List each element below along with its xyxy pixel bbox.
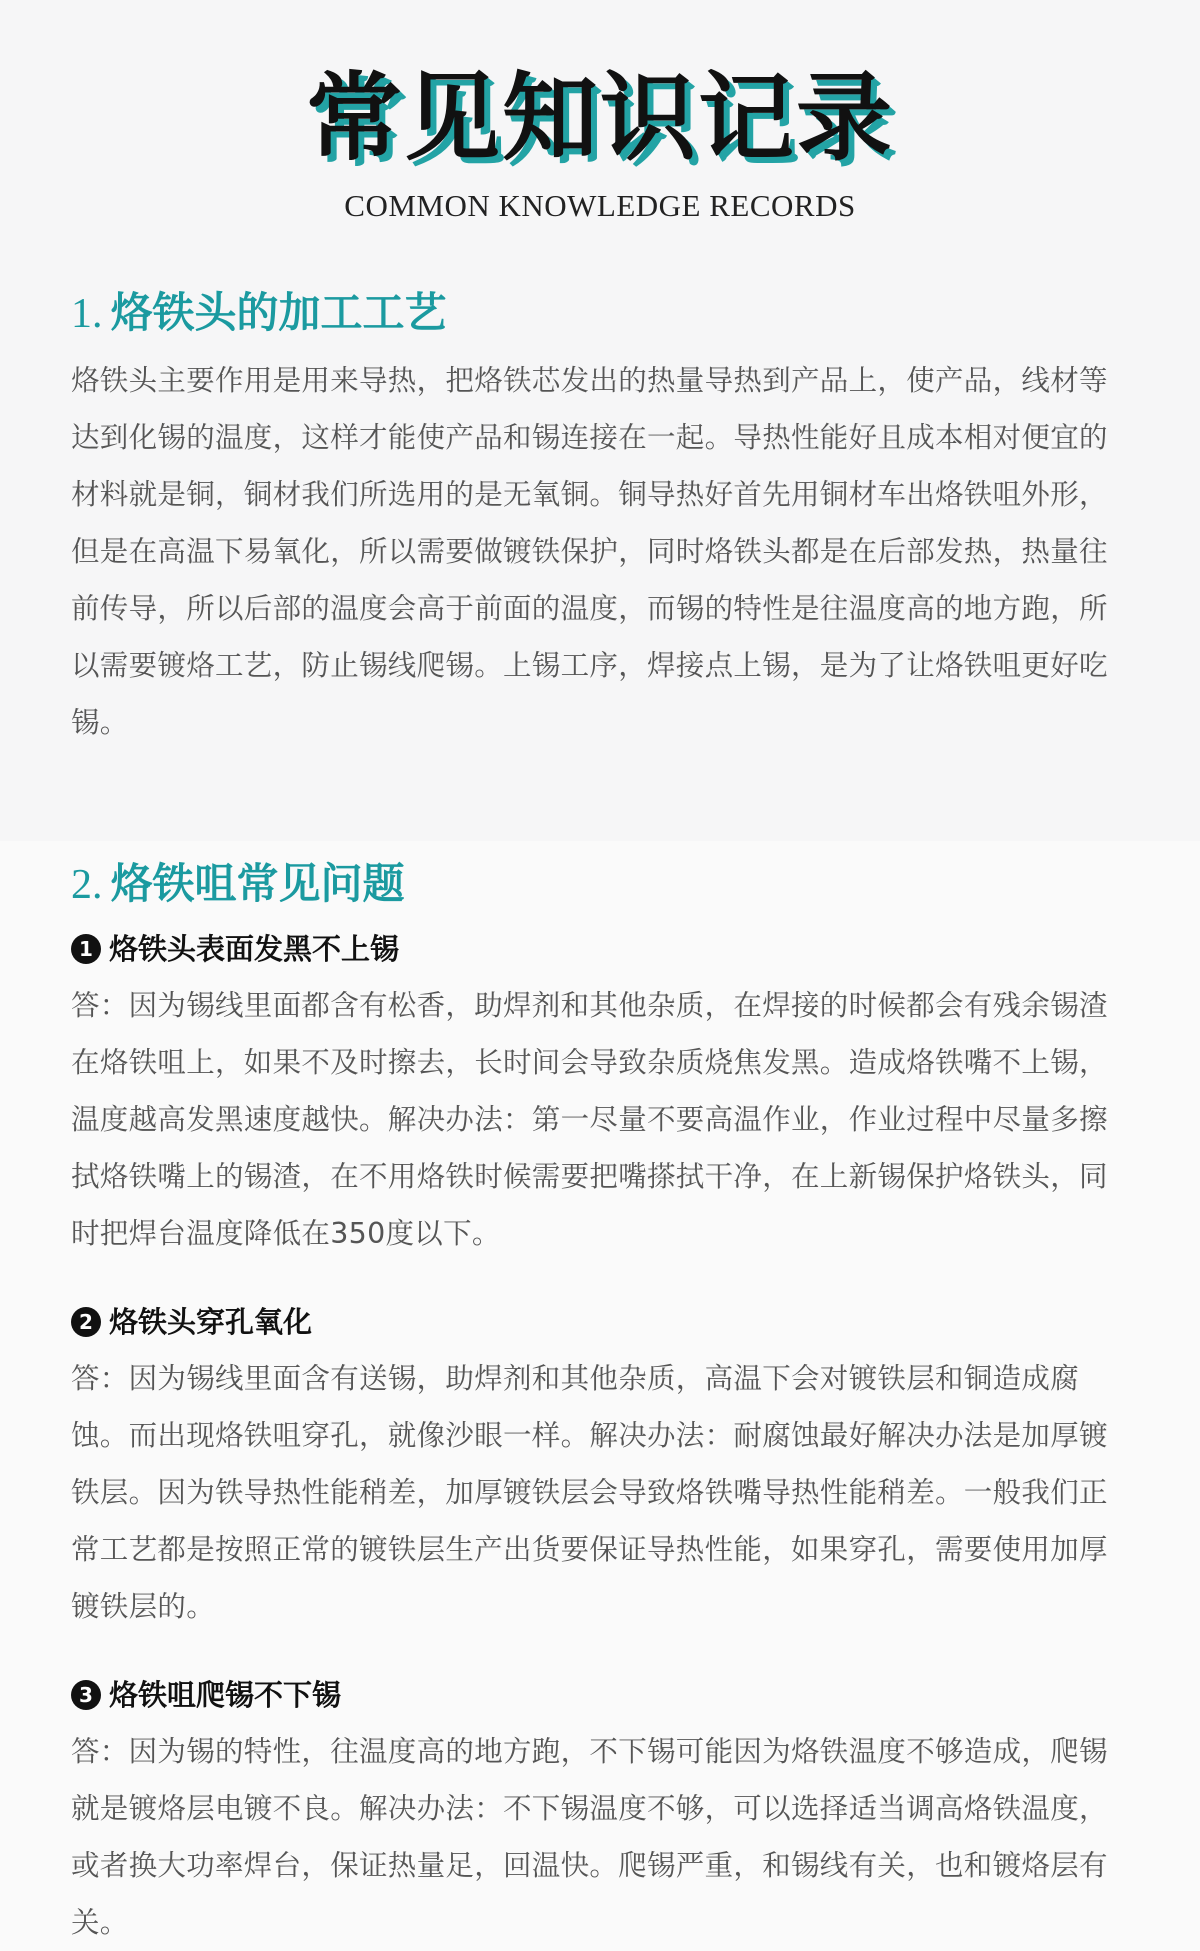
question-item [71, 1298, 1129, 1635]
question-title [71, 1298, 1129, 1346]
section-common-issues [0, 841, 1200, 1951]
section-body: 烙铁头主要作用是用来导热，把烙铁芯发出的热量导热到产品上，使产品，线材等达到化锡的温度，这样才能使产品和锡连接在一起。导热性能好且成本相对便宜的材料就是铜，铜材我们所选用的是无氧铜。铜导热好首先用铜材车出烙铁咀外形，但是在高温下易氧化，所以需要做镀铁保护，同时烙铁头都是在后部发热，热量往前传导，所以后部的温度会高于前面的温度，而锡的特性是往温度高的地方跑，所以需要镀烙工艺，防止锡线爬锡。上锡工序，焊接点上锡，是为了让烙铁咀更好吃锡。 [71, 363, 1108, 739]
question-item [71, 1671, 1129, 1951]
section-processing [0, 286, 1200, 841]
question-text: 烙铁咀爬锡不下锡 [109, 1677, 342, 1712]
header [0, 0, 1200, 224]
section-heading [71, 286, 1129, 342]
page-title: 常见知识记录 [306, 62, 894, 174]
section-title: 烙铁咀常见问题 [110, 859, 405, 908]
number-badge: 2 [71, 1307, 101, 1337]
page-subtitle: COMMON KNOWLEDGE RECORDS [344, 188, 856, 223]
answer-text: 答：因为锡的特性，往温度高的地方跑，不下锡可能因为烙铁温度不够造成，爬锡就是镀烙层电镀不良。解决办法：不下锡温度不够，可以选择适当调高烙铁温度，或者换大功率焊台，保证热量足，回温快。爬锡严重，和锡线有关，也和镀烙层有关。 [71, 1734, 1108, 1939]
number-badge: 1 [71, 934, 101, 964]
section-number: 2. [71, 862, 103, 908]
question-item [71, 925, 1129, 1262]
section-title: 烙铁头的加工工艺 [110, 288, 447, 337]
question-text: 烙铁头穿孔氧化 [109, 1304, 313, 1339]
answer-text: 答：因为锡线里面都含有松香，助焊剂和其他杂质，在焊接的时候都会有残余锡渣在烙铁咀上，如果不及时擦去，长时间会导致杂质烧焦发黑。造成烙铁嘴不上锡，温度越高发黑速度越快。解决办法：第一尽量不要高温作业，作业过程中尽量多擦拭烙铁嘴上的锡渣，在不用烙铁时候需要把嘴搽拭干净，在上新锡保护烙铁头，同时把焊台温度降低在350度以下。 [71, 988, 1108, 1250]
question-text: 烙铁头表面发黑不上锡 [109, 931, 400, 966]
question-title [71, 925, 1129, 973]
answer-text: 答：因为锡线里面含有送锡，助焊剂和其他杂质，高温下会对镀铁层和铜造成腐蚀。而出现烙铁咀穿孔，就像沙眼一样。解决办法：耐腐蚀最好解决办法是加厚镀铁层。因为铁导热性能稍差，加厚镀铁层会导致烙铁嘴导热性能稍差。一般我们正常工艺都是按照正常的镀铁层生产出货要保证导热性能，如果穿孔，需要使用加厚镀铁层的。 [71, 1361, 1108, 1623]
section-number: 1. [71, 291, 103, 337]
section-heading [71, 857, 1129, 913]
number-badge: 3 [71, 1680, 101, 1710]
question-title [71, 1671, 1129, 1719]
